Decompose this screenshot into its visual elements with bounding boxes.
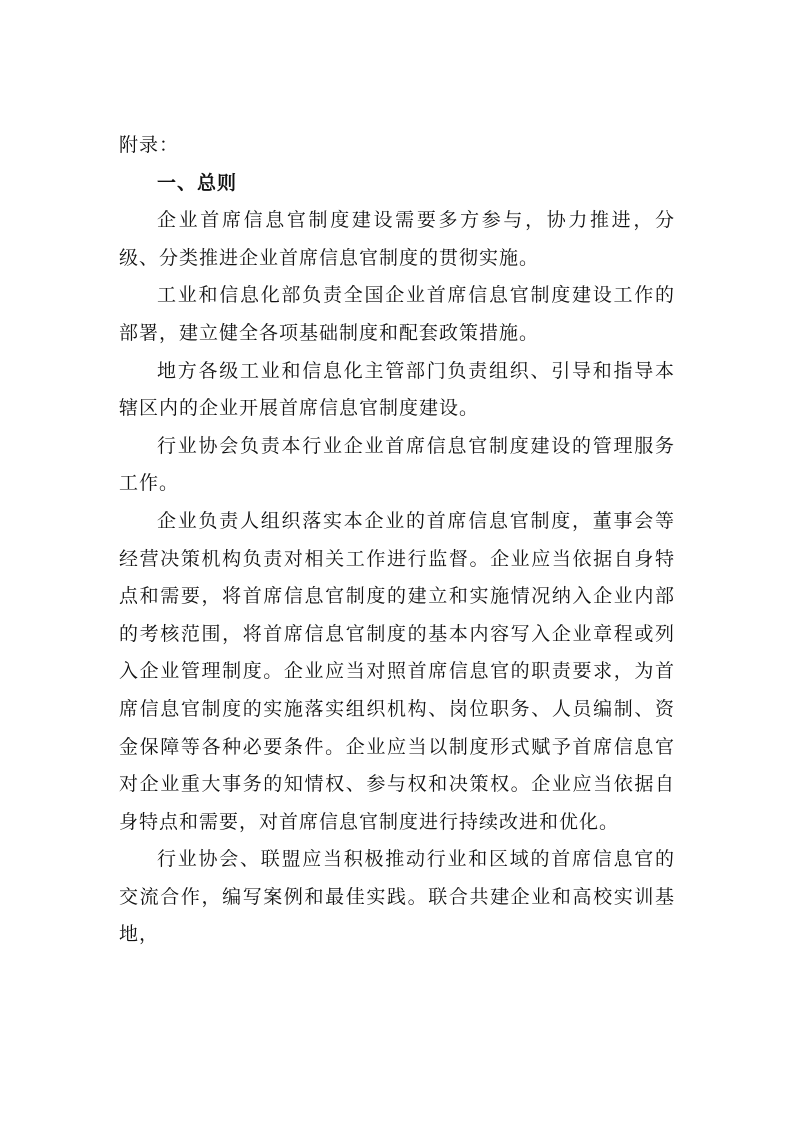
appendix-label: 附录：: [119, 134, 180, 156]
paragraph-local-departments: 地方各级工业和信息化主管部门负责组织、引导和指导本辖区内的企业开展首席信息官制度建设。: [119, 359, 675, 420]
paragraph-industry-associations: 行业协会负责本行业企业首席信息官制度建设的管理服务工作。: [119, 434, 675, 495]
paragraph-enterprise-duties: 企业负责人组织落实本企业的首席信息官制度，董事会等经营决策机构负责对相关工作进行监督。企业应当依据自身特点和需要，将首席信息官制度的建立和实施情况纳入企业内部的考核范围，将首席信息官制度的基本内容写入企业章程或列入企业管理制度。企业应当对照首席信息官的职责要求，为首席信息官制度的实施落实组织机构、岗位职务、人员编制、资金保障等各种必要条件。企业应当以制度形式赋予首席信息官对企业重大事务的知情权、参与权和决策权。企业应当依据自身特点和需要，对首席信息官制度进行持续改进和优化。: [119, 509, 675, 833]
paragraph-alliances: 行业协会、联盟应当积极推动行业和区域的首席信息官的交流合作，编写案例和最佳实践。联合共建企业和高校实训基地，: [119, 848, 675, 946]
paragraph-ministry: 工业和信息化部负责全国企业首席信息官制度建设工作的部署，建立健全各项基础制度和配套政策措施。: [119, 284, 675, 344]
section-heading: 一、总则: [157, 171, 238, 194]
paragraph-participation: 企业首席信息官制度建设需要多方参与，协力推进，分级、分类推进企业首席信息官制度的贯彻实施。: [119, 209, 675, 269]
document-body: [119, 127, 675, 954]
